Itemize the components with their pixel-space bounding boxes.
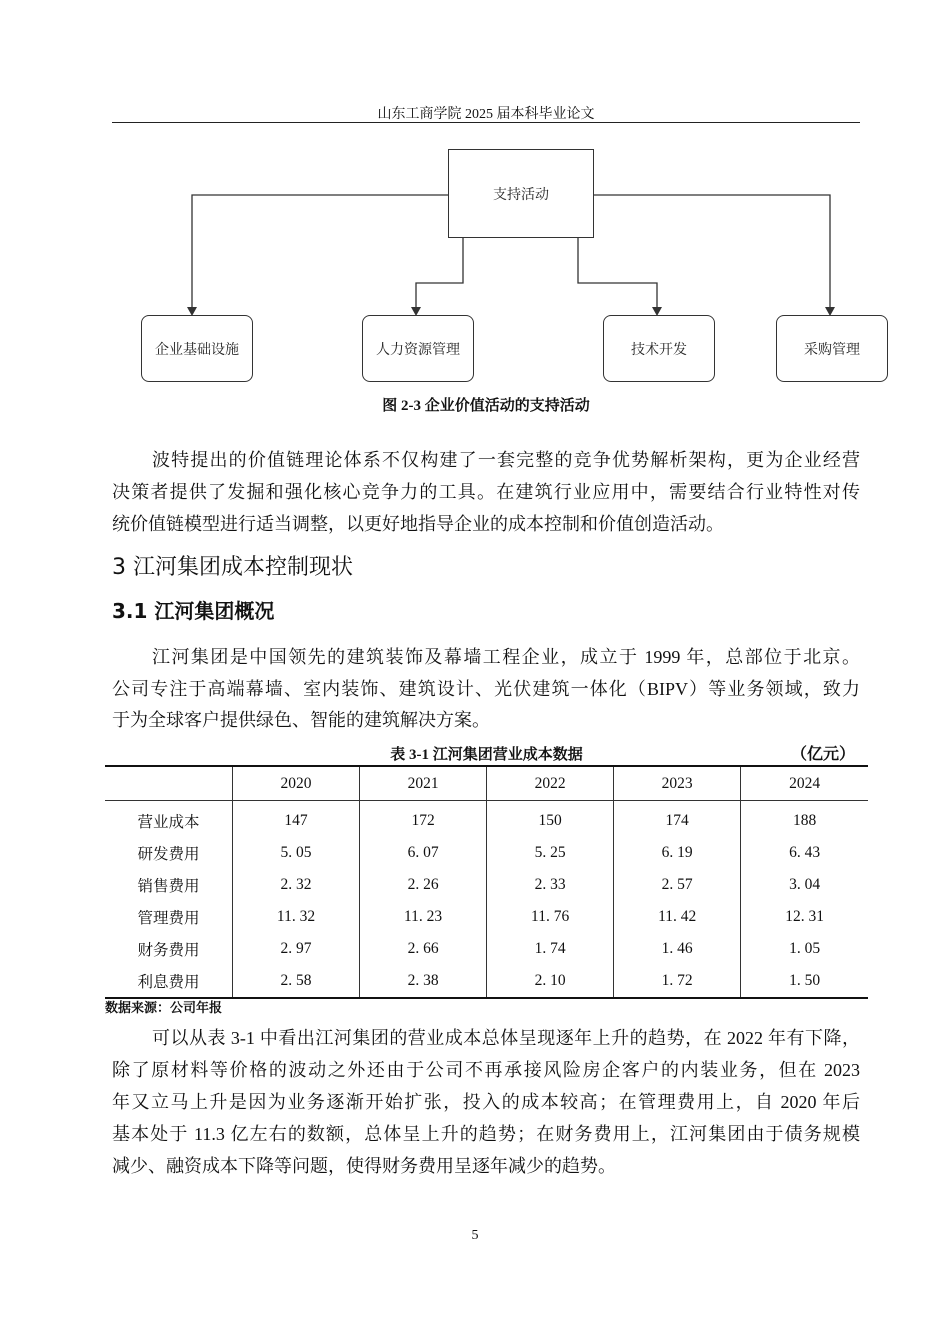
table-cell: 6. 07 [360, 837, 487, 869]
table-row [105, 965, 868, 998]
column-header: 2022 [487, 766, 614, 801]
table-cell: 2. 97 [233, 933, 360, 965]
connector-procurement [593, 195, 830, 308]
table-cell: 2. 33 [487, 869, 614, 901]
table-cell: 2. 58 [233, 965, 360, 998]
paragraph-line: 江河集团是中国领先的建筑装饰及幕墙工程企业，成立于 1999 年，总部位于北京。 [152, 647, 860, 667]
table-cell: 12. 31 [741, 901, 868, 933]
connector-infrastructure [192, 195, 448, 308]
row-label: 利息费用 [137, 974, 200, 991]
column-header: 2020 [233, 766, 360, 801]
row-label: 营业成本 [137, 814, 200, 831]
figure-caption: 图 2-3 企业价值活动的支持活动 [382, 398, 590, 414]
row-label: 财务费用 [137, 942, 200, 959]
page-header: 山东工商学院 2025 届本科毕业论文 [377, 107, 595, 122]
column-header: 2023 [614, 766, 741, 801]
table-row [105, 933, 868, 965]
paragraph-line: 可以从表 3-1 中看出江河集团的营业成本总体呈现逐年上升的趋势，在 2022 年有下降， [152, 1028, 860, 1048]
table-row [105, 901, 868, 933]
table-cell: 5. 05 [233, 837, 360, 869]
table-cell: 2. 66 [360, 933, 487, 965]
table-row [105, 801, 868, 838]
paragraph-line: 公司专注于高端幕墙、室内装饰、建筑设计、光伏建筑一体化（BIPV）等业务领域，致力 [112, 679, 860, 699]
cost-data-table [105, 765, 868, 999]
diagram-node-hr: 人力资源管理 [362, 315, 474, 382]
table-row [105, 869, 868, 901]
table-row [105, 837, 868, 869]
table-cell: 150 [487, 801, 614, 838]
table-cell: 1. 46 [614, 933, 741, 965]
table-cell: 188 [741, 801, 868, 838]
table-cell: 2. 32 [233, 869, 360, 901]
table-source: 数据来源：公司年报 [105, 1001, 223, 1016]
connector-hr [416, 237, 463, 308]
paragraph-line: 除了原材料等价格的波动之外还由于公司不再承接风险房企客户的内装业务，但在 2023 [112, 1060, 860, 1080]
table-cell: 174 [614, 801, 741, 838]
table-cell: 3. 04 [741, 869, 868, 901]
diagram-node-procurement: 采购管理 [776, 315, 888, 382]
table-cell: 1. 05 [741, 933, 868, 965]
table-cell: 11. 42 [614, 901, 741, 933]
connector-tech [578, 237, 657, 308]
table-cell: 11. 76 [487, 901, 614, 933]
page-number: 5 [471, 1228, 479, 1243]
diagram-node-tech: 技术开发 [603, 315, 715, 382]
column-header [105, 766, 233, 801]
paragraph-line: 减少、融资成本下降等问题，使得财务费用呈逐年减少的趋势。 [112, 1156, 616, 1176]
table-cell: 11. 23 [360, 901, 487, 933]
table-cell: 1. 50 [741, 965, 868, 998]
table-cell: 2. 38 [360, 965, 487, 998]
paragraph-line: 统价值链模型进行适当调整，以更好地指导企业的成本控制和价值创造活动。 [112, 514, 724, 534]
row-label: 研发费用 [137, 846, 200, 863]
diagram-node-infrastructure: 企业基础设施 [141, 315, 253, 382]
diagram-node-support-activities: 支持活动 [448, 149, 594, 238]
paragraph-line: 决策者提供了发掘和强化核心竞争力的工具。在建筑行业应用中，需要结合行业特性对传 [112, 482, 860, 502]
paragraph-line: 波特提出的价值链理论体系不仅构建了一套完整的竞争优势解析架构，更为企业经营 [152, 450, 860, 470]
table-cell: 1. 72 [614, 965, 741, 998]
column-header: 2021 [360, 766, 487, 801]
table-cell: 6. 19 [614, 837, 741, 869]
table-cell: 11. 32 [233, 901, 360, 933]
table-cell: 1. 74 [487, 933, 614, 965]
table-caption: 表 3-1 江河集团营业成本数据 [390, 747, 583, 763]
row-label: 销售费用 [137, 878, 200, 895]
table-cell: 2. 10 [487, 965, 614, 998]
table-cell: 147 [233, 801, 360, 838]
subsection-heading: 3.1 江河集团概况 [112, 599, 275, 623]
paragraph-line: 年又立马上升是因为业务逐渐开始扩张，投入的成本较高；在管理费用上，自 2020 年后 [112, 1092, 860, 1112]
paragraph-line: 基本处于 11.3 亿左右的数额，总体呈上升的趋势；在财务费用上，江河集团由于债务规模 [112, 1124, 860, 1144]
table-unit: （亿元） [790, 746, 855, 763]
table-cell: 172 [360, 801, 487, 838]
row-label: 管理费用 [137, 910, 200, 927]
table-cell: 2. 26 [360, 869, 487, 901]
table-header-row [105, 766, 868, 801]
section-heading: 3 江河集团成本控制现状 [112, 555, 353, 580]
table-cell: 2. 57 [614, 869, 741, 901]
column-header: 2024 [741, 766, 868, 801]
table-cell: 5. 25 [487, 837, 614, 869]
paragraph-line: 于为全球客户提供绿色、智能的建筑解决方案。 [112, 710, 490, 730]
table-cell: 6. 43 [741, 837, 868, 869]
